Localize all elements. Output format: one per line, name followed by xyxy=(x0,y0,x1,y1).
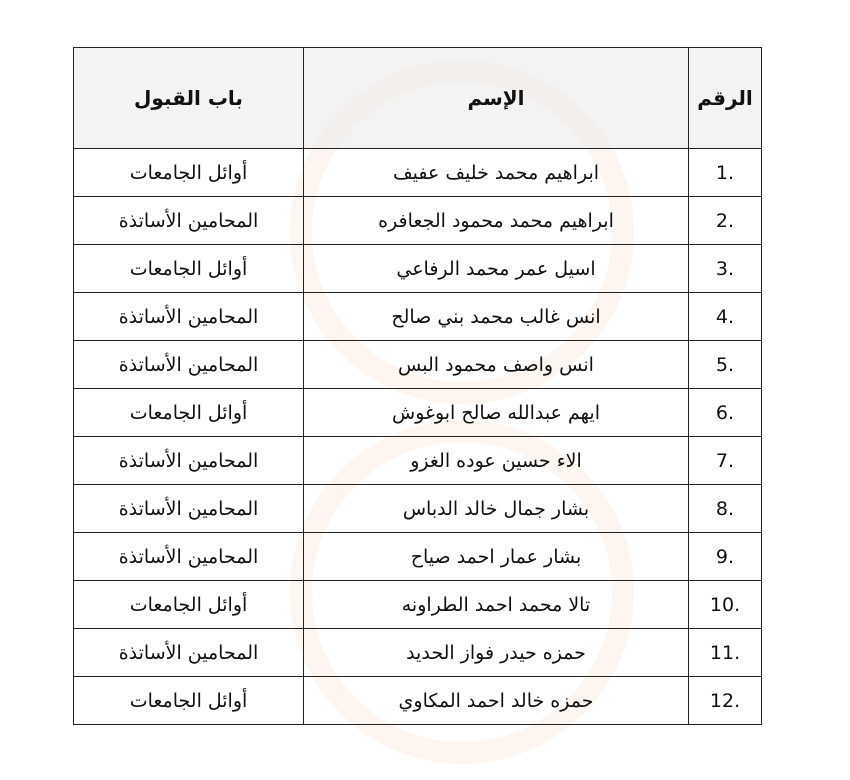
table-row xyxy=(74,197,762,245)
row-admission: المحامين الأساتذة xyxy=(74,197,304,245)
table-row xyxy=(74,245,762,293)
table-row xyxy=(74,293,762,341)
row-admission: المحامين الأساتذة xyxy=(74,629,304,677)
row-admission: المحامين الأساتذة xyxy=(74,293,304,341)
header-name: الإسم xyxy=(304,48,689,149)
row-number: 2. xyxy=(689,197,762,245)
admissions-table xyxy=(73,47,762,725)
row-admission: المحامين الأساتذة xyxy=(74,485,304,533)
table-row xyxy=(74,677,762,725)
table-row xyxy=(74,389,762,437)
row-admission: المحامين الأساتذة xyxy=(74,341,304,389)
table-row xyxy=(74,485,762,533)
table-row xyxy=(74,533,762,581)
row-number: 6. xyxy=(689,389,762,437)
row-name: بشار جمال خالد الدباس xyxy=(304,485,689,533)
table-row xyxy=(74,341,762,389)
row-number: 11. xyxy=(689,629,762,677)
row-admission: أوائل الجامعات xyxy=(74,389,304,437)
table-row xyxy=(74,437,762,485)
row-number: 7. xyxy=(689,437,762,485)
row-number: 3. xyxy=(689,245,762,293)
row-number: 1. xyxy=(689,149,762,197)
row-number: 5. xyxy=(689,341,762,389)
row-admission: المحامين الأساتذة xyxy=(74,437,304,485)
row-admission: أوائل الجامعات xyxy=(74,581,304,629)
header-number: الرقم xyxy=(689,48,762,149)
row-name: ايهم عبدالله صالح ابوغوش xyxy=(304,389,689,437)
row-name: انس واصف محمود البس xyxy=(304,341,689,389)
row-number: 8. xyxy=(689,485,762,533)
row-name: بشار عمار احمد صياح xyxy=(304,533,689,581)
row-name: ابراهيم محمد محمود الجعافره xyxy=(304,197,689,245)
row-number: 4. xyxy=(689,293,762,341)
table-row xyxy=(74,149,762,197)
row-number: 10. xyxy=(689,581,762,629)
row-name: حمزه خالد احمد المكاوي xyxy=(304,677,689,725)
row-number: 9. xyxy=(689,533,762,581)
table-row xyxy=(74,629,762,677)
row-name: اسيل عمر محمد الرفاعي xyxy=(304,245,689,293)
row-admission: المحامين الأساتذة xyxy=(74,533,304,581)
row-admission: أوائل الجامعات xyxy=(74,245,304,293)
row-admission: أوائل الجامعات xyxy=(74,677,304,725)
row-number: 12. xyxy=(689,677,762,725)
row-name: ابراهيم محمد خليف عفيف xyxy=(304,149,689,197)
row-admission: أوائل الجامعات xyxy=(74,149,304,197)
row-name: الاء حسين عوده الغزو xyxy=(304,437,689,485)
row-name: انس غالب محمد بني صالح xyxy=(304,293,689,341)
header-admission: باب القبول xyxy=(74,48,304,149)
header-row xyxy=(74,48,762,149)
row-name: تالا محمد احمد الطراونه xyxy=(304,581,689,629)
row-name: حمزه حيدر فواز الحديد xyxy=(304,629,689,677)
table-row xyxy=(74,581,762,629)
